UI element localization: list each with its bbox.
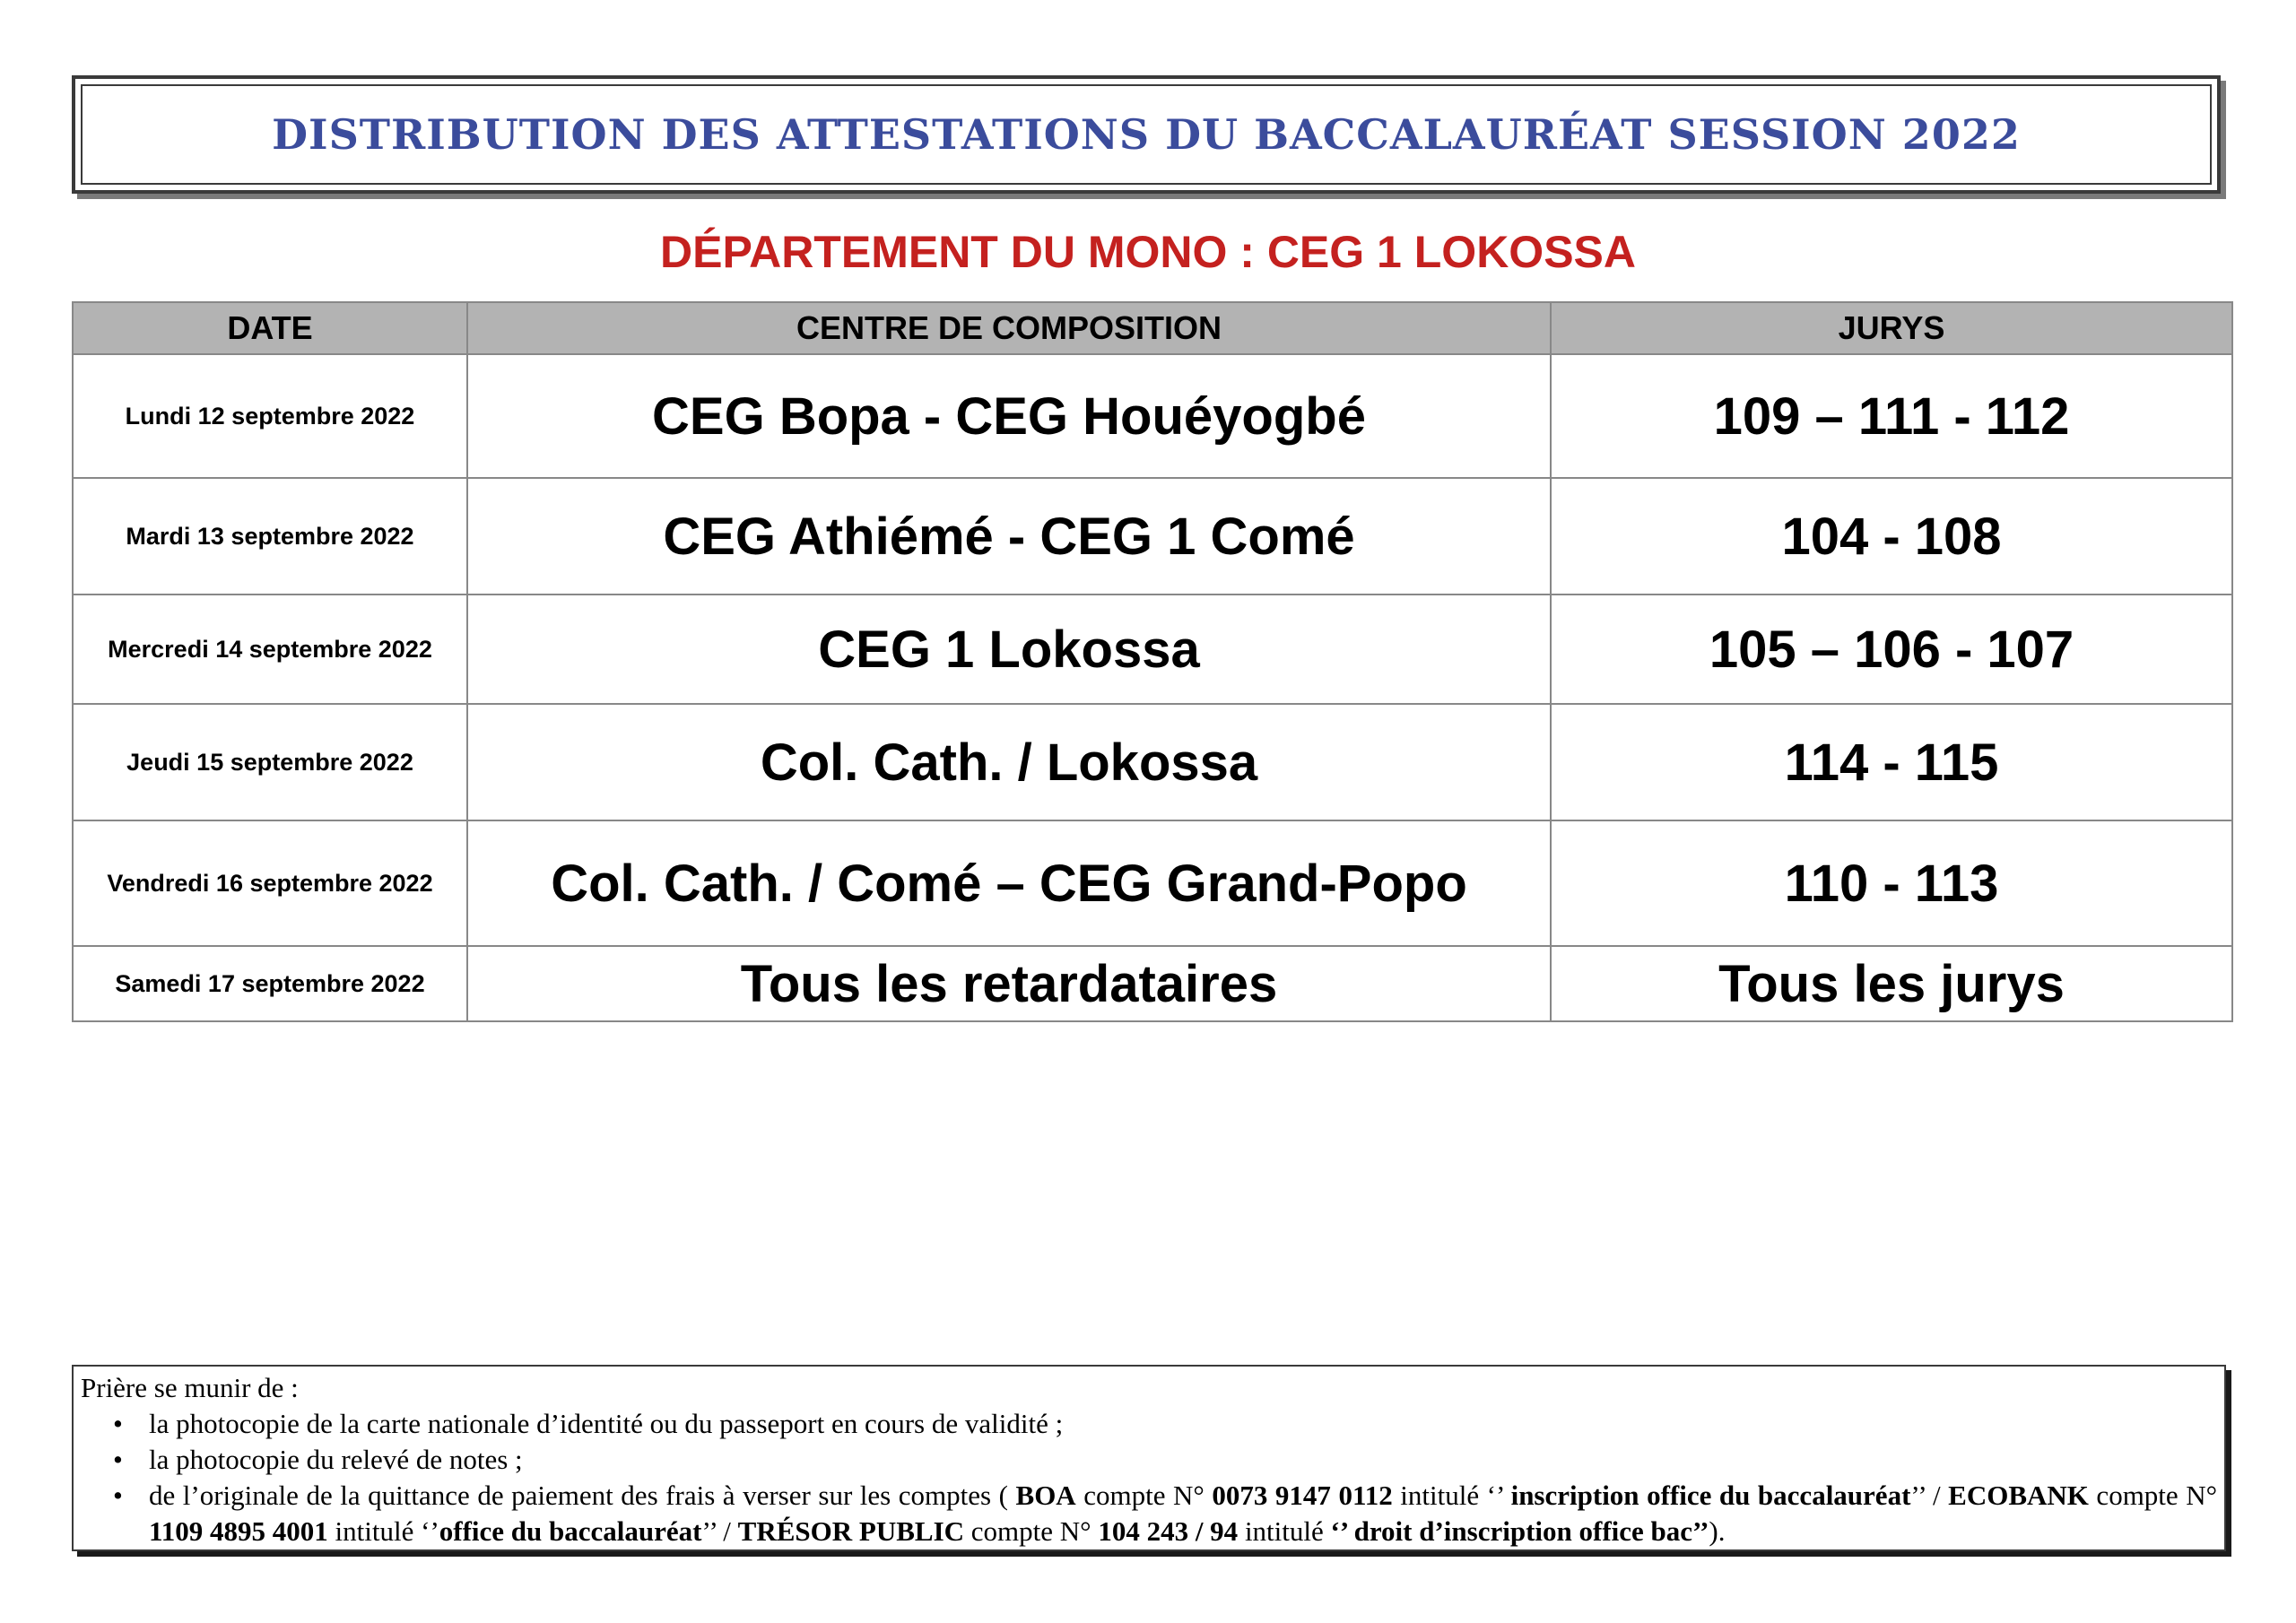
- account-title-tresor: ‘’ droit d’inscription office bac’’: [1330, 1515, 1709, 1547]
- row-date: Lundi 12 septembre 2022: [73, 354, 467, 478]
- note-text: ).: [1709, 1515, 1726, 1547]
- table-header-row: [73, 302, 2232, 354]
- schedule-table: [72, 301, 2233, 1022]
- note-text: intitulé: [1238, 1515, 1331, 1547]
- note-text: compte N°: [1075, 1480, 1213, 1511]
- row-centre: CEG Bopa - CEG Houéyogbé: [467, 354, 1551, 478]
- department-subtitle: DÉPARTEMENT DU MONO : CEG 1 LOKOSSA: [659, 227, 1636, 277]
- row-jurys: 104 - 108: [1551, 478, 2232, 595]
- row-jurys: 105 – 106 - 107: [1551, 595, 2232, 704]
- note-text: intitulé ‘’: [327, 1515, 439, 1547]
- row-date: Mercredi 14 septembre 2022: [73, 595, 467, 704]
- table-row: [73, 478, 2232, 595]
- row-jurys: 110 - 113: [1551, 820, 2232, 946]
- list-item: [149, 1478, 2217, 1549]
- row-date: Jeudi 15 septembre 2022: [73, 704, 467, 820]
- note-intro: Prière se munir de :: [81, 1372, 299, 1403]
- table-row: [73, 704, 2232, 820]
- list-item: • la photocopie de la carte nationale d’identité ou du passeport en cours de validité ;: [149, 1406, 2217, 1442]
- header-jurys: JURYS: [1551, 302, 2232, 354]
- row-centre: CEG Athiémé - CEG 1 Comé: [467, 478, 1551, 595]
- table-row: [73, 820, 2232, 946]
- account-title-ecobank: office du baccalauréat: [439, 1515, 702, 1547]
- requirements-list: [81, 1406, 2217, 1549]
- row-centre: Col. Cath. / Lokossa: [467, 704, 1551, 820]
- row-jurys: 109 – 111 - 112: [1551, 354, 2232, 478]
- bank-name-ecobank: ECOBANK: [1948, 1480, 2089, 1511]
- header-centre: CENTRE DE COMPOSITION: [467, 302, 1551, 354]
- table-row: [73, 946, 2232, 1021]
- row-date: Vendredi 16 septembre 2022: [73, 820, 467, 946]
- row-centre: Col. Cath. / Comé – CEG Grand-Popo: [467, 820, 1551, 946]
- note-text: compte N°: [964, 1515, 1099, 1547]
- title-box: [72, 75, 2221, 194]
- note-text: de l’originale de la quittance de paiement des frais à verser sur les comptes (: [149, 1480, 1016, 1511]
- document-title: DISTRIBUTION DES ATTESTATIONS DU BACCALAURÉAT SESSION 2022: [272, 110, 2021, 159]
- row-date: Samedi 17 septembre 2022: [73, 946, 467, 1021]
- row-jurys: Tous les jurys: [1551, 946, 2232, 1021]
- account-number-tresor: 104 243 / 94: [1098, 1515, 1239, 1547]
- header-date: DATE: [73, 302, 467, 354]
- account-title-boa: inscription office du baccalauréat: [1510, 1480, 1911, 1511]
- table-row: [73, 354, 2232, 478]
- list-item: • la photocopie du relevé de notes ;: [149, 1442, 2217, 1478]
- requirements-note: [72, 1365, 2226, 1551]
- note-text: compte N°: [2088, 1480, 2218, 1511]
- account-number-boa: 0073 9147 0112: [1212, 1480, 1393, 1511]
- bank-name-tresor: TRÉSOR PUBLIC: [737, 1515, 965, 1547]
- bank-name-boa: BOA: [1015, 1480, 1076, 1511]
- row-jurys: 114 - 115: [1551, 704, 2232, 820]
- account-number-ecobank: 1109 4895 4001: [149, 1515, 328, 1547]
- note-text: ’’ /: [701, 1515, 738, 1547]
- table-row: [73, 595, 2232, 704]
- row-centre: Tous les retardataires: [467, 946, 1551, 1021]
- note-text: ’’ /: [1910, 1480, 1949, 1511]
- note-text: intitulé ‘’: [1392, 1480, 1511, 1511]
- row-date: Mardi 13 septembre 2022: [73, 478, 467, 595]
- row-centre: CEG 1 Lokossa: [467, 595, 1551, 704]
